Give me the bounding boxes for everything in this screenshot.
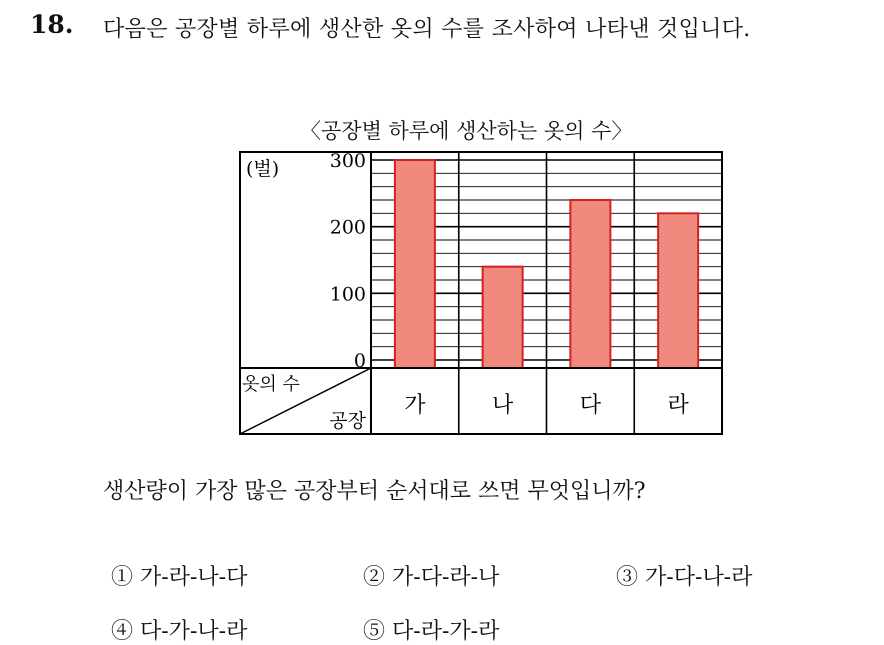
chart-title: 〈공장별 하루에 생산하는 옷의 수〉 xyxy=(300,119,633,143)
bar-라 xyxy=(658,213,698,368)
choice-3[interactable] xyxy=(616,560,752,591)
choice-2[interactable] xyxy=(363,560,499,591)
choice-mark: ④ xyxy=(111,619,134,644)
question-text: 다음은 공장별 하루에 생산한 옷의 수를 조사하여 나타낸 것입니다. xyxy=(103,17,751,42)
bar-나 xyxy=(483,267,523,368)
bar-다 xyxy=(570,200,610,368)
x-tick-label: 가 xyxy=(404,393,426,418)
choice-mark: ② xyxy=(363,565,386,590)
choice-mark: ① xyxy=(111,565,134,590)
choice-text: 다-라-가-라 xyxy=(392,619,500,644)
choice-text: 가-다-라-나 xyxy=(392,565,500,590)
x-tick-label: 나 xyxy=(491,393,514,418)
choice-mark: ⑤ xyxy=(363,619,386,644)
y-tick-label: 100 xyxy=(329,283,366,306)
bar-가 xyxy=(395,160,435,368)
x-tick-label: 다 xyxy=(579,393,602,418)
choice-text: 가-다-나-라 xyxy=(645,565,753,590)
corner-label-value: 옷의 수 xyxy=(242,374,300,395)
corner-label-category: 공장 xyxy=(329,410,366,432)
question-number: 18. xyxy=(30,10,74,39)
y-tick-label: 300 xyxy=(329,150,366,172)
sub-question: 생산량이 가장 많은 공장부터 순서대로 쓰면 무엇입니까? xyxy=(103,479,646,504)
choice-text: 다-가-나-라 xyxy=(140,619,248,644)
y-tick-label: 0 xyxy=(353,350,366,372)
choice-4[interactable] xyxy=(111,614,247,645)
unit-label: (벌) xyxy=(246,158,280,180)
x-tick-label: 라 xyxy=(667,393,689,418)
y-tick-label: 200 xyxy=(329,216,366,239)
choice-mark: ③ xyxy=(616,565,639,590)
choice-5[interactable] xyxy=(363,614,499,645)
choice-text: 가-라-나-다 xyxy=(140,565,248,590)
choice-1[interactable] xyxy=(111,560,247,591)
